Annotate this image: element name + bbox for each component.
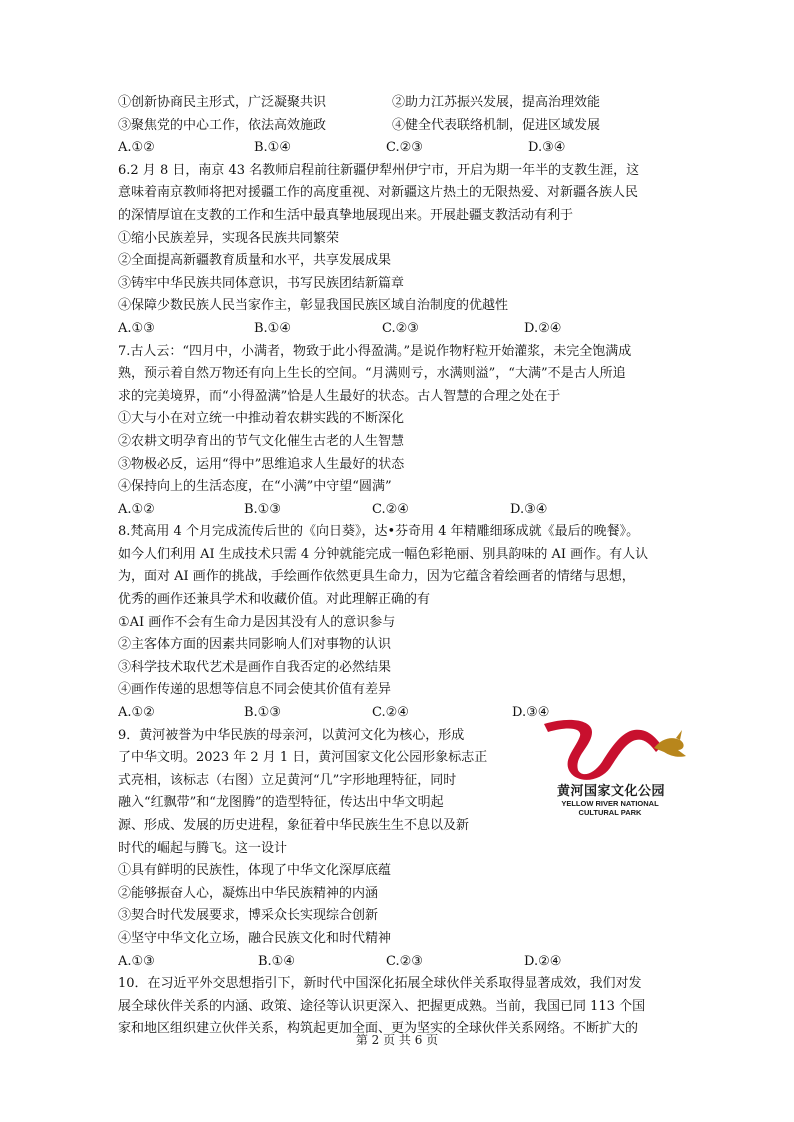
yellow-river-park-logo [530, 718, 690, 818]
gold-dragon-shape [654, 738, 686, 757]
dragon-horn [676, 730, 682, 740]
q5-option-2: ②助力江苏振兴发展，提高治理效能 [392, 95, 601, 110]
q5-options-row-2 [118, 115, 678, 138]
exam-page [118, 92, 678, 1041]
choice-c: C.②③ [386, 140, 423, 156]
q7-stem-line: 7.古人云：“四月中，小满者，物致于此小得盈满。”是说作物籽粒开始灌浆，未完全饱满成 [118, 343, 632, 359]
q6-option: ②全面提高新疆教育质量和水平，共享发展成果 [118, 253, 392, 269]
q8-stem-line: 为，面对 AI 画作的挑战，手绘画作依然更具生命力，因为它蕴含着绘画者的情绪与思想， [118, 569, 635, 585]
q8-stem-line: 优秀的画作还兼具学术和收藏价值。对此理解正确的有 [118, 592, 431, 608]
q9-option: ③契合时代发展要求，博采众长实现综合创新 [118, 908, 379, 924]
choice-d: D.②④ [524, 953, 562, 969]
q9-stem-line: 9．黄河被誉为中华民族的母亲河，以黄河文化为核心，形成 [118, 727, 465, 743]
choice-c: C.②④ [372, 705, 409, 721]
q7-stem-line: 求的完美境界，而“小得盈满”恰是人生最好的状态。古人智慧的合理之处在于 [118, 388, 561, 404]
logo-chinese-name: 黄河国家文化公园 [556, 784, 665, 799]
q7-choices [118, 499, 678, 522]
q6-choices [118, 318, 678, 341]
choice-c: C.②④ [372, 501, 409, 517]
q6-stem-line: 的深情厚谊在支教的工作和生活中最真挚地展现出来。开展赴疆支教活动有利于 [118, 207, 574, 223]
red-ribbon-shape [544, 720, 662, 780]
logo-english-line-2: CULTURAL PARK [578, 808, 642, 817]
q9-option: ②能够振奋人心，凝炼出中华民族精神的内涵 [118, 885, 379, 901]
choice-b: B.①④ [258, 953, 295, 969]
q6-stem-line: 6.2 月 8 日，南京 43 名教师启程前往新疆伊犁州伊宁市，开启为期一年半的支教生涯，这 [118, 162, 640, 178]
choice-c: C.②③ [386, 953, 423, 969]
q9-stem-line: 融入“红飘带”和“龙图腾”的造型特征，传达出中华文明起 [118, 795, 444, 811]
q8-stem-line: 8.梵高用 4 个月完成流传后世的《向日葵》，达•芬奇用 4 年精雕细琢成就《最后的晚餐》。 [118, 524, 640, 540]
choice-b: B.①④ [254, 140, 291, 156]
choice-d: D.③④ [510, 501, 548, 517]
choice-b: B.①③ [244, 501, 281, 517]
choice-a: A.①② [118, 501, 155, 517]
choice-a: A.①② [118, 140, 155, 156]
q5-option-1: ①创新协商民主形式，广泛凝聚共识 [118, 95, 327, 110]
q8-option: ④画作传递的思想等信息不同会使其价值有差异 [118, 682, 392, 698]
q9-stem-line: 式亮相，该标志（右图）立足黄河“几”字形地理特征，同时 [118, 772, 457, 788]
q6-option: ③铸牢中华民族共同体意识，书写民族团结新篇章 [118, 275, 405, 291]
page-footer: 第 2 页 共 6 页 [355, 1033, 439, 1047]
choice-d: D.②④ [524, 320, 562, 336]
q9-stem-line: 了中华文明。2023 年 2 月 1 日，黄河国家文化公园形象标志正 [118, 750, 488, 766]
q10-stem-line: 10．在习近平外交思想指引下，新时代中国深化拓展全球伙伴关系取得显著成效，我们对发 [118, 976, 642, 992]
q6-stem-line: 意味着南京教师将把对援疆工作的高度重视、对新疆这片热土的无限热爱、对新疆各族人民 [118, 185, 639, 201]
logo-english-name [530, 799, 690, 817]
q7-stem-line: 熟，预示着自然万物还有向上生长的空间。“月满则亏，水满则溢”，“大满”不是古人所追 [118, 366, 626, 382]
q5-options-row-1 [118, 92, 678, 115]
ribbon-dragon-emblem-icon [530, 718, 690, 780]
choice-b: B.①④ [254, 320, 291, 336]
q6-option: ④保障少数民族人民当家作主，彰显我国民族区域自治制度的优越性 [118, 298, 509, 314]
q5-choices [118, 137, 678, 160]
q9-stem-line: 源、形成、发展的历史进程，象征着中华民族生生不息以及新 [118, 818, 470, 833]
q10-stem-line: 展全球伙伴关系的内涵、政策、途径等认识更深入、把握更成熟。当前，我国已同 113 个国 [118, 998, 646, 1014]
q9-choices [118, 951, 678, 974]
q9-option: ①具有鲜明的民族性，体现了中华文化深厚底蕴 [118, 863, 392, 879]
choice-c: C.②③ [382, 320, 419, 336]
q10-stem-line: 家和地区组织建立伙伴关系，构筑起更加全面、更为坚实的全球伙伴关系网络。不断扩大的 [118, 1021, 639, 1037]
choice-a: A.①③ [118, 320, 155, 336]
q8-stem-line: 如今人们利用 AI 生成技术只需 4 分钟就能完成一幅色彩艳丽、别具韵味的 AI 画作。有人认 [118, 546, 649, 562]
choice-d: D.③④ [528, 140, 566, 156]
choice-a: A.①③ [118, 953, 155, 969]
q5-option-3: ③聚焦党的中心工作，依法高效施政 [118, 117, 327, 133]
choice-b: B.①③ [244, 705, 281, 721]
choice-d: D.③④ [512, 705, 550, 721]
q8-option: ②主客体方面的因素共同影响人们对事物的认识 [118, 637, 392, 653]
q7-option: ③物极必反，运用“得中”思维追求人生最好的状态 [118, 456, 405, 472]
q9-stem-line: 时代的崛起与腾飞。这一设计 [118, 840, 288, 856]
logo-english-line-1: YELLOW RIVER NATIONAL [561, 799, 659, 808]
q6-option: ①缩小民族差异，实现各民族共同繁荣 [118, 230, 340, 246]
q7-option: ④保持向上的生活态度，在“小满”中守望“圆满” [118, 479, 392, 495]
q5-option-4: ④健全代表联络机制，促进区域发展 [392, 117, 601, 133]
q7-option: ①大与小在对立统一中推动着农耕实践的不断深化 [118, 411, 405, 427]
q8-option: ①AI 画作不会有生命力是因其没有人的意识参与 [118, 614, 396, 630]
q8-option: ③科学技术取代艺术是画作自我否定的必然结果 [118, 659, 392, 675]
q9-option: ④坚守中华文化立场，融合民族文化和时代精神 [118, 930, 392, 946]
q7-option: ②农耕文明孕育出的节气文化催生古老的人生智慧 [118, 433, 405, 449]
choice-a: A.①② [118, 705, 155, 721]
